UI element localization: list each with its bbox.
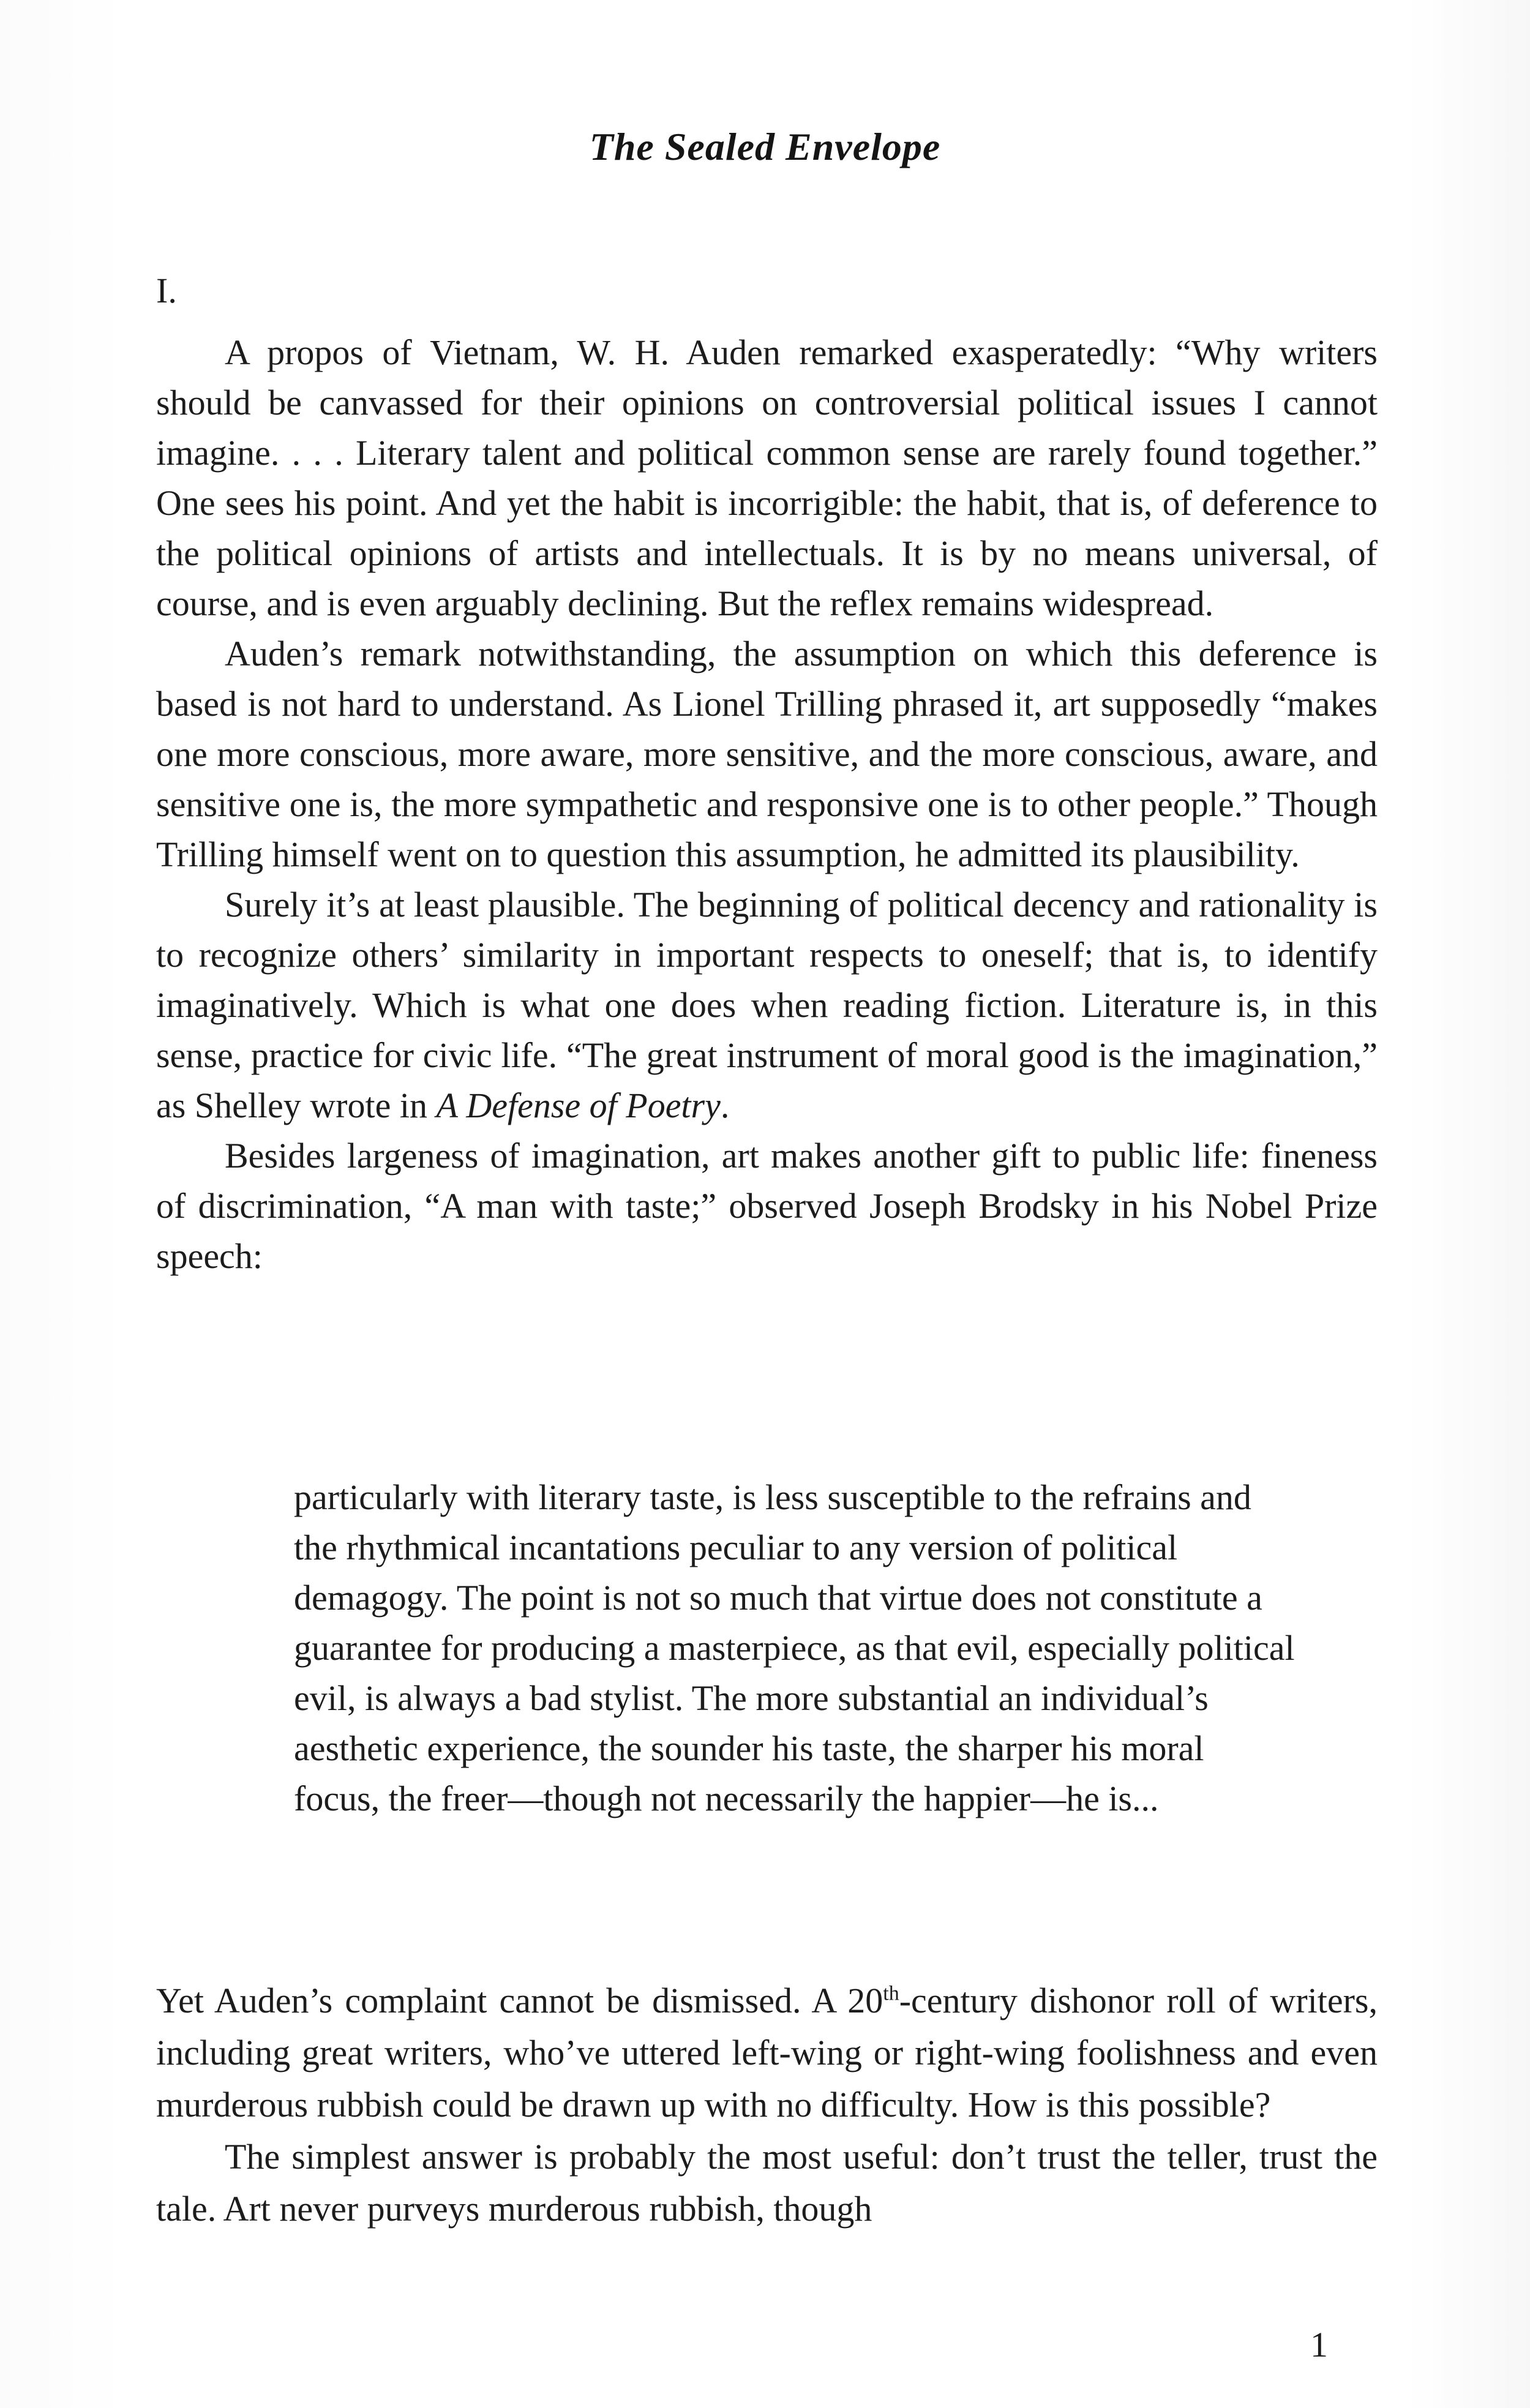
paragraph-3-end: . xyxy=(720,1086,730,1125)
paragraph-2: Auden’s remark notwithstanding, the assumption on which this deference is based is not hard to understand. As Lionel Trilling phrased it, art supposedly “makes one more conscious, more aware, more sensitive, and the more conscious, aware, and sensitive one is, the more sympathetic and responsive one is to other people.” Though Trilling himself went on to question this assumption, he admitted its plausibility. xyxy=(156,634,1378,874)
paragraph-1: A propos of Vietnam, W. H. Auden remarked exasperatedly: “Why writers should be canvassed for their opinions on controversial political issues I cannot imagine. . . . Literary talent and political common sense are rarely found together.” One sees his point. And yet the habit is incorrigible: the habit, that is, of deference to the political opinions of artists and intellectuals. It is by no means universal, of course, and is even arguably declining. But the reflex remains widespread. xyxy=(156,332,1378,623)
section-number: I. xyxy=(156,271,177,310)
paragraph-5-rest: -century dishonor roll of writers, including great writers, who’ve uttered left-wing or right-wing foolishness and even murderous rubbish could be drawn up with no difficulty. How is this possible? xyxy=(156,1981,1378,2125)
paragraph-3-text: Surely it’s at least plausible. The beginning of political decency and rationality is to recognize others’ similarity in important respects to oneself; that is, to identify imaginatively. Which is what one does when reading fiction. Literature is, in this sense, practice for civic life. “The great instrument of moral good is the imagination,” as Shelley wrote in xyxy=(156,885,1378,1125)
paragraph-5-start: Yet Auden’s complaint cannot be dismissed. A 20 xyxy=(156,1981,883,2020)
paragraph-4: Besides largeness of imagination, art makes another gift to public life: fineness of discrimination, “A man with taste;” observed Joseph Brodsky in his Nobel Prize speech: xyxy=(156,1136,1378,1276)
chapter-title: The Sealed Envelope xyxy=(589,125,941,168)
ordinal-superscript: th xyxy=(883,1982,899,2005)
paragraph-5 xyxy=(156,1975,1378,2131)
body-text-lower xyxy=(156,1975,1378,2235)
paragraph-3 xyxy=(156,880,1378,1131)
work-title: A Defense of Poetry xyxy=(436,1086,721,1125)
body-text-upper xyxy=(156,328,1378,1281)
paragraph-6: The simplest answer is probably the most useful: don’t trust the teller, trust the tale. Art never purveys murderous rubbish, though xyxy=(156,2137,1378,2229)
page-number: 1 xyxy=(1310,2325,1328,2365)
block-quote: particularly with literary taste, is less susceptible to the refrains and the rhythmical incantations peculiar to any version of political demagogy. The point is not so much that virtue does not constitute a guarantee for producing a masterpiece, as that evil, especially political evil, is always a bad stylist. The more substantial an individual’s aesthetic experience, the sounder his taste, the sharper his moral focus, the freer—though not necessarily the happier—he is... xyxy=(294,1477,1295,1818)
